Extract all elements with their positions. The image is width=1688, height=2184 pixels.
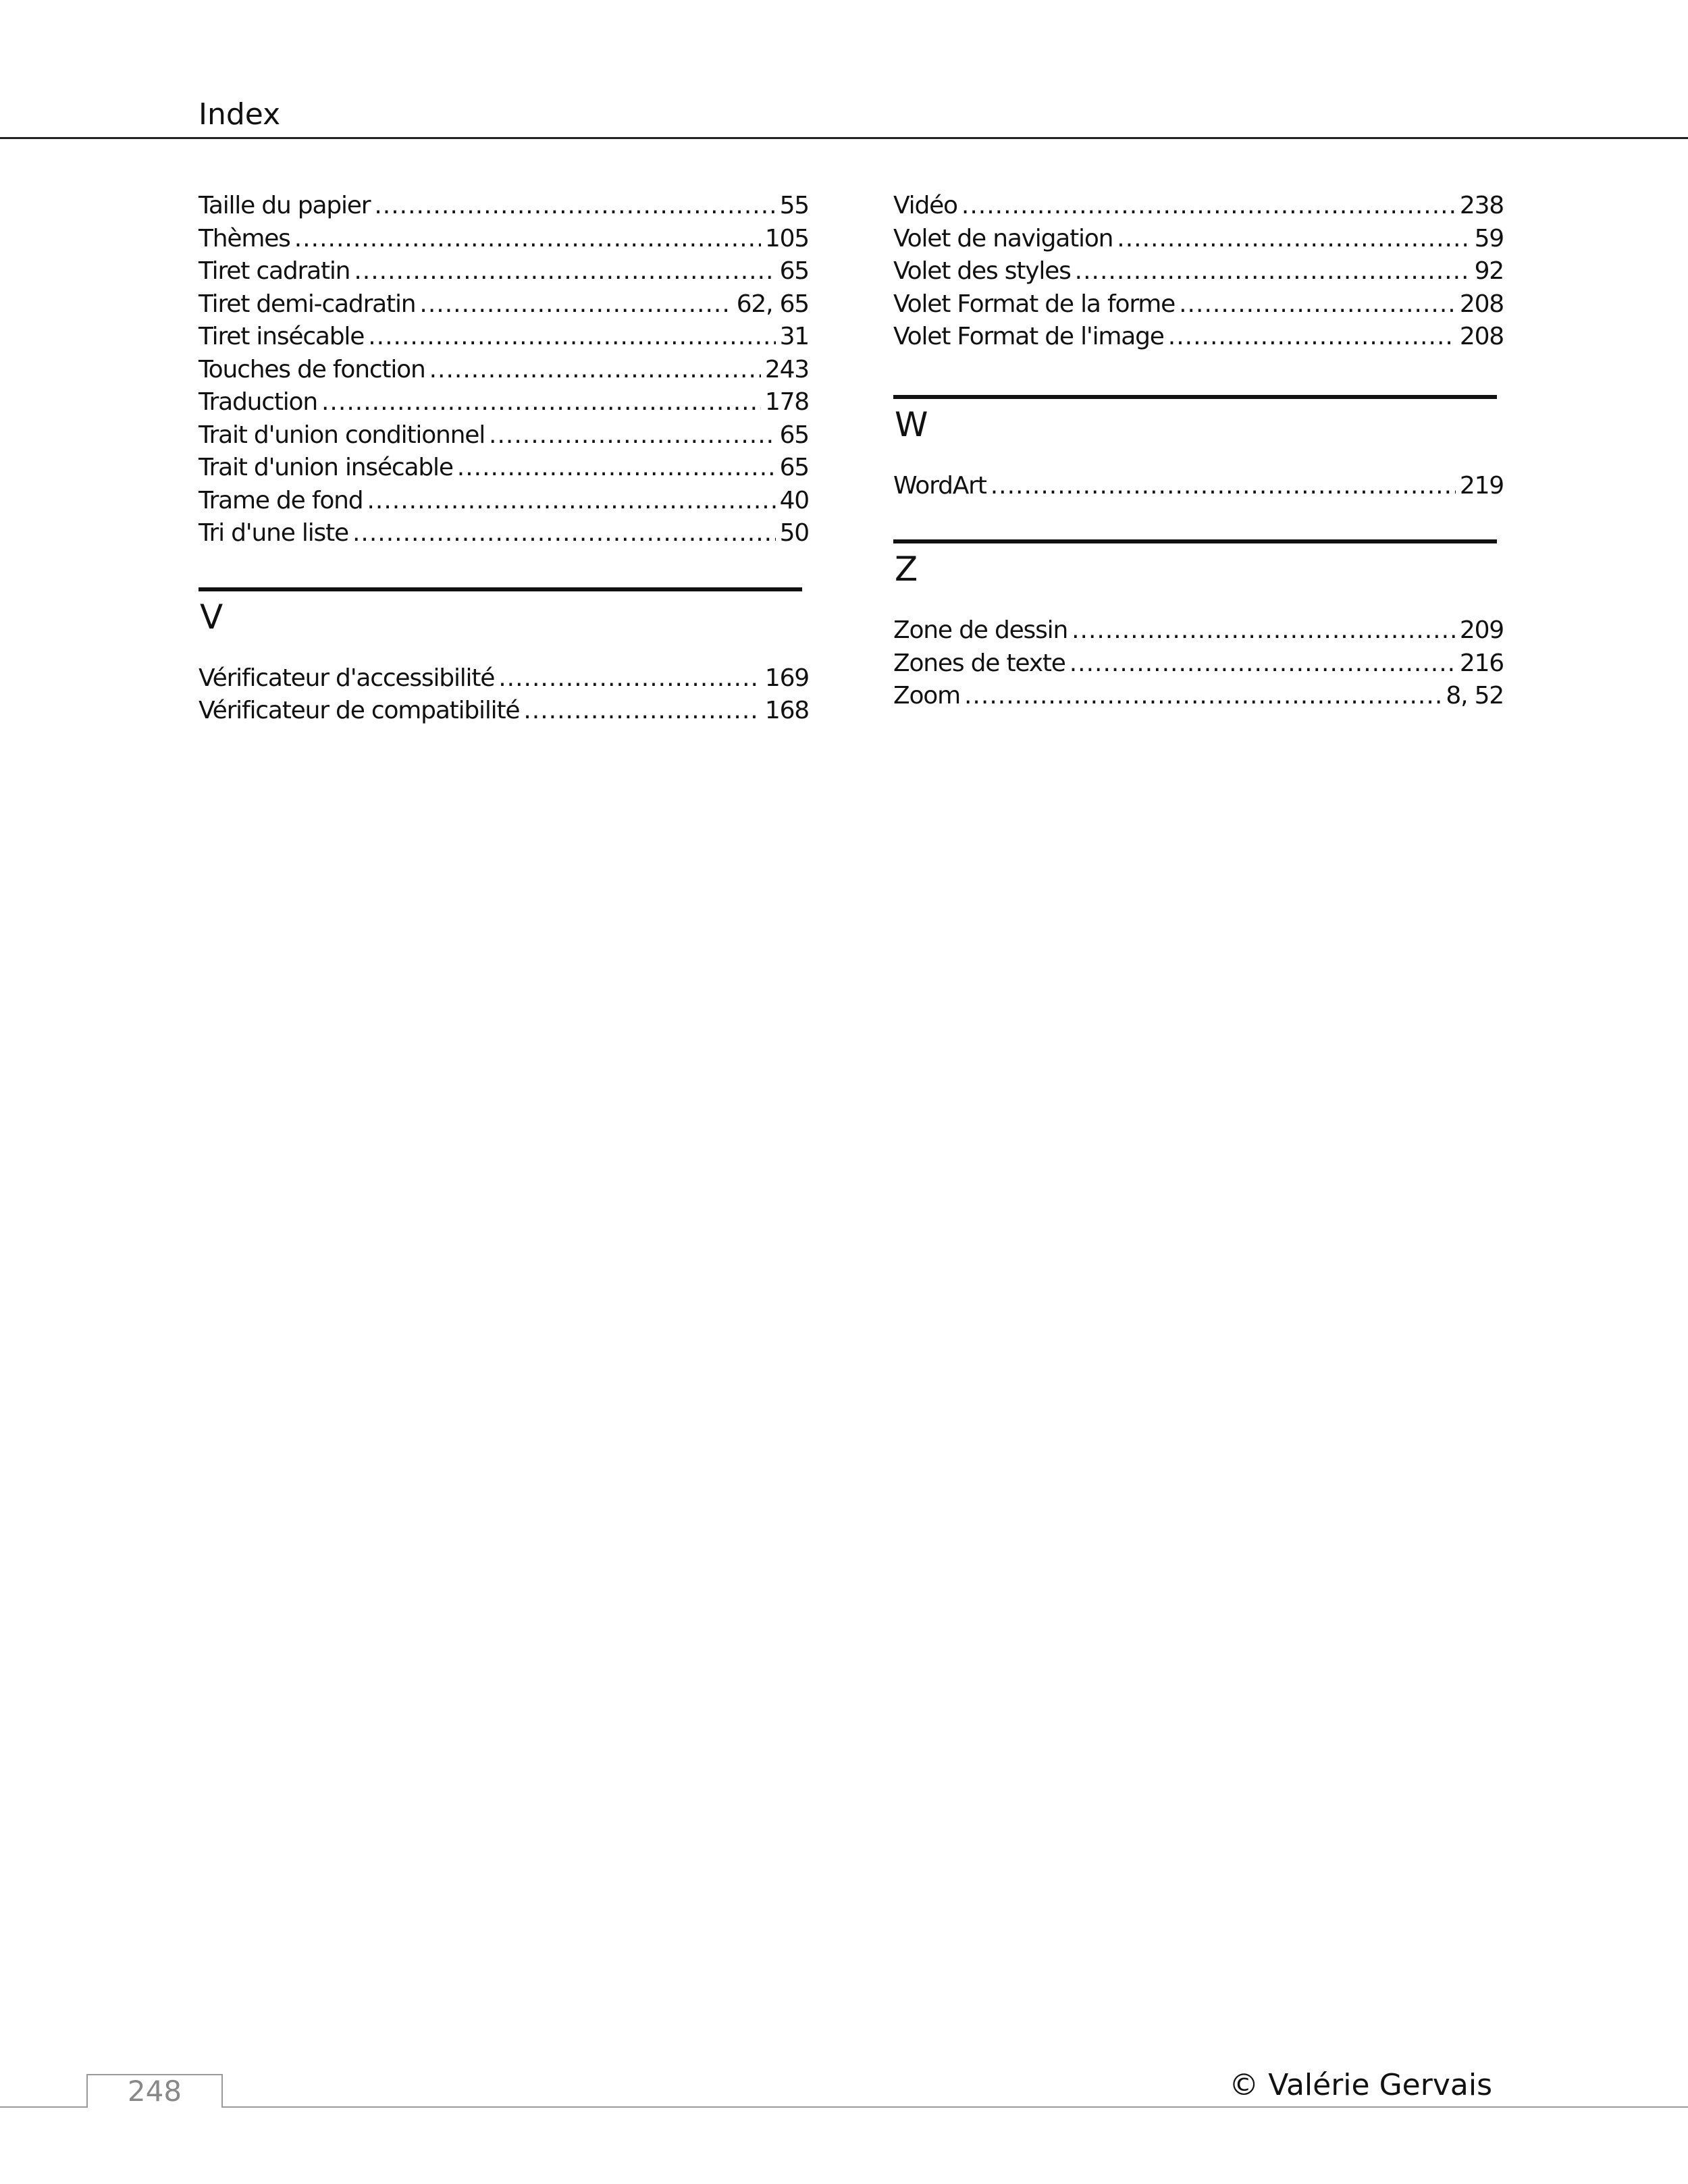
index-term: Zone de dessin xyxy=(893,616,1068,644)
index-entry xyxy=(199,356,809,389)
index-page-ref: 65 xyxy=(779,454,809,481)
index-term: Zones de texte xyxy=(893,649,1065,677)
index-entry xyxy=(199,323,809,356)
index-entry xyxy=(893,225,1504,258)
index-section-w xyxy=(893,395,1504,505)
running-header-title: Index xyxy=(199,97,281,132)
index-entry xyxy=(199,664,809,697)
dot-leader xyxy=(498,664,761,692)
dot-leader xyxy=(354,257,775,285)
dot-leader xyxy=(321,388,761,416)
index-page-ref: 31 xyxy=(779,323,809,350)
index-entry xyxy=(199,290,809,323)
index-entry xyxy=(893,472,1504,505)
index-page-ref: 62, 65 xyxy=(736,290,809,318)
index-page-ref: 59 xyxy=(1474,224,1504,252)
index-term: Tiret cadratin xyxy=(199,257,350,285)
index-entry xyxy=(199,519,809,552)
index-page-ref: 168 xyxy=(764,697,809,724)
dot-leader xyxy=(964,682,1442,710)
index-term: Volet Format de l'image xyxy=(893,323,1164,350)
section-letter: V xyxy=(200,597,223,637)
index-page-ref: 105 xyxy=(764,224,809,252)
index-section-z xyxy=(893,539,1504,715)
index-entry xyxy=(199,421,809,454)
index-term: Volet des styles xyxy=(893,257,1071,285)
index-term: Vérificateur d'accessibilité xyxy=(199,664,495,692)
index-term: Touches de fonction xyxy=(199,355,425,383)
index-term: Trame de fond xyxy=(199,486,363,514)
index-entry xyxy=(199,192,809,225)
section-rule xyxy=(893,539,1497,543)
index-entry xyxy=(199,257,809,290)
section-letter: W xyxy=(895,404,928,444)
index-entry xyxy=(893,192,1504,225)
index-term: Tri d'une liste xyxy=(199,519,348,547)
index-term: Traduction xyxy=(199,388,317,416)
index-entry xyxy=(199,487,809,520)
index-term: WordArt xyxy=(893,471,986,500)
index-term: Tiret insécable xyxy=(199,323,365,350)
index-page-ref: 40 xyxy=(779,486,809,514)
index-entry xyxy=(893,257,1504,290)
index-term: Volet de navigation xyxy=(893,224,1113,252)
page-number: 248 xyxy=(127,2075,182,2108)
section-letter: Z xyxy=(895,550,918,589)
index-term: Trait d'union conditionnel xyxy=(199,421,485,449)
dot-leader xyxy=(374,192,775,219)
dot-leader xyxy=(1117,225,1470,252)
index-page-ref: 55 xyxy=(779,192,809,219)
index-entry xyxy=(893,290,1504,323)
index-entry xyxy=(893,616,1504,649)
index-page-ref: 209 xyxy=(1459,616,1504,644)
index-page-ref: 50 xyxy=(779,519,809,547)
index-page-ref: 8, 52 xyxy=(1446,682,1504,710)
dot-leader xyxy=(991,472,1456,500)
dot-leader xyxy=(1075,257,1471,285)
dot-leader xyxy=(367,487,775,514)
index-entry xyxy=(199,388,809,421)
index-term: Vidéo xyxy=(893,192,957,219)
index-term: Taille du papier xyxy=(199,192,371,219)
dot-leader xyxy=(1072,616,1456,644)
dot-leader xyxy=(368,323,775,350)
dot-leader xyxy=(294,225,761,252)
dot-leader xyxy=(352,519,776,547)
index-page-ref: 208 xyxy=(1459,290,1504,318)
index-page-ref: 65 xyxy=(779,257,809,285)
index-entry xyxy=(893,323,1504,356)
dot-leader xyxy=(523,697,761,724)
dot-leader xyxy=(489,421,776,449)
dot-leader xyxy=(457,454,776,481)
index-entry xyxy=(199,697,809,730)
header-rule xyxy=(0,137,1688,139)
index-page-ref: 92 xyxy=(1474,257,1504,285)
index-page-ref: 169 xyxy=(764,664,809,692)
index-term: Trait d'union insécable xyxy=(199,454,453,481)
index-entry xyxy=(199,454,809,487)
index-term: Vérificateur de compatibilité xyxy=(199,697,520,724)
footer-rule xyxy=(0,2106,1688,2108)
section-rule xyxy=(893,395,1497,399)
index-page-ref: 219 xyxy=(1459,471,1504,500)
section-rule xyxy=(199,587,802,591)
dot-leader xyxy=(1168,323,1456,350)
index-page-ref: 208 xyxy=(1459,323,1504,350)
dot-leader xyxy=(1070,649,1456,677)
index-entry xyxy=(199,225,809,258)
index-column-left xyxy=(199,192,809,730)
index-page-ref: 243 xyxy=(764,355,809,383)
copyright-notice: © Valérie Gervais xyxy=(1229,2068,1492,2102)
index-column-right xyxy=(893,192,1504,715)
index-page-ref: 178 xyxy=(764,388,809,416)
index-term: Zoom xyxy=(893,682,960,710)
dot-leader xyxy=(1179,290,1456,318)
dot-leader xyxy=(429,356,761,383)
dot-leader xyxy=(419,290,732,318)
index-page-ref: 238 xyxy=(1459,192,1504,219)
index-section-v xyxy=(199,587,809,730)
index-page-ref: 65 xyxy=(779,421,809,449)
index-entry xyxy=(893,649,1504,683)
index-entry xyxy=(893,682,1504,715)
index-page-ref: 216 xyxy=(1459,649,1504,677)
index-term: Tiret demi-cadratin xyxy=(199,290,416,318)
index-term: Thèmes xyxy=(199,224,290,252)
dot-leader xyxy=(961,192,1456,219)
index-term: Volet Format de la forme xyxy=(893,290,1176,318)
